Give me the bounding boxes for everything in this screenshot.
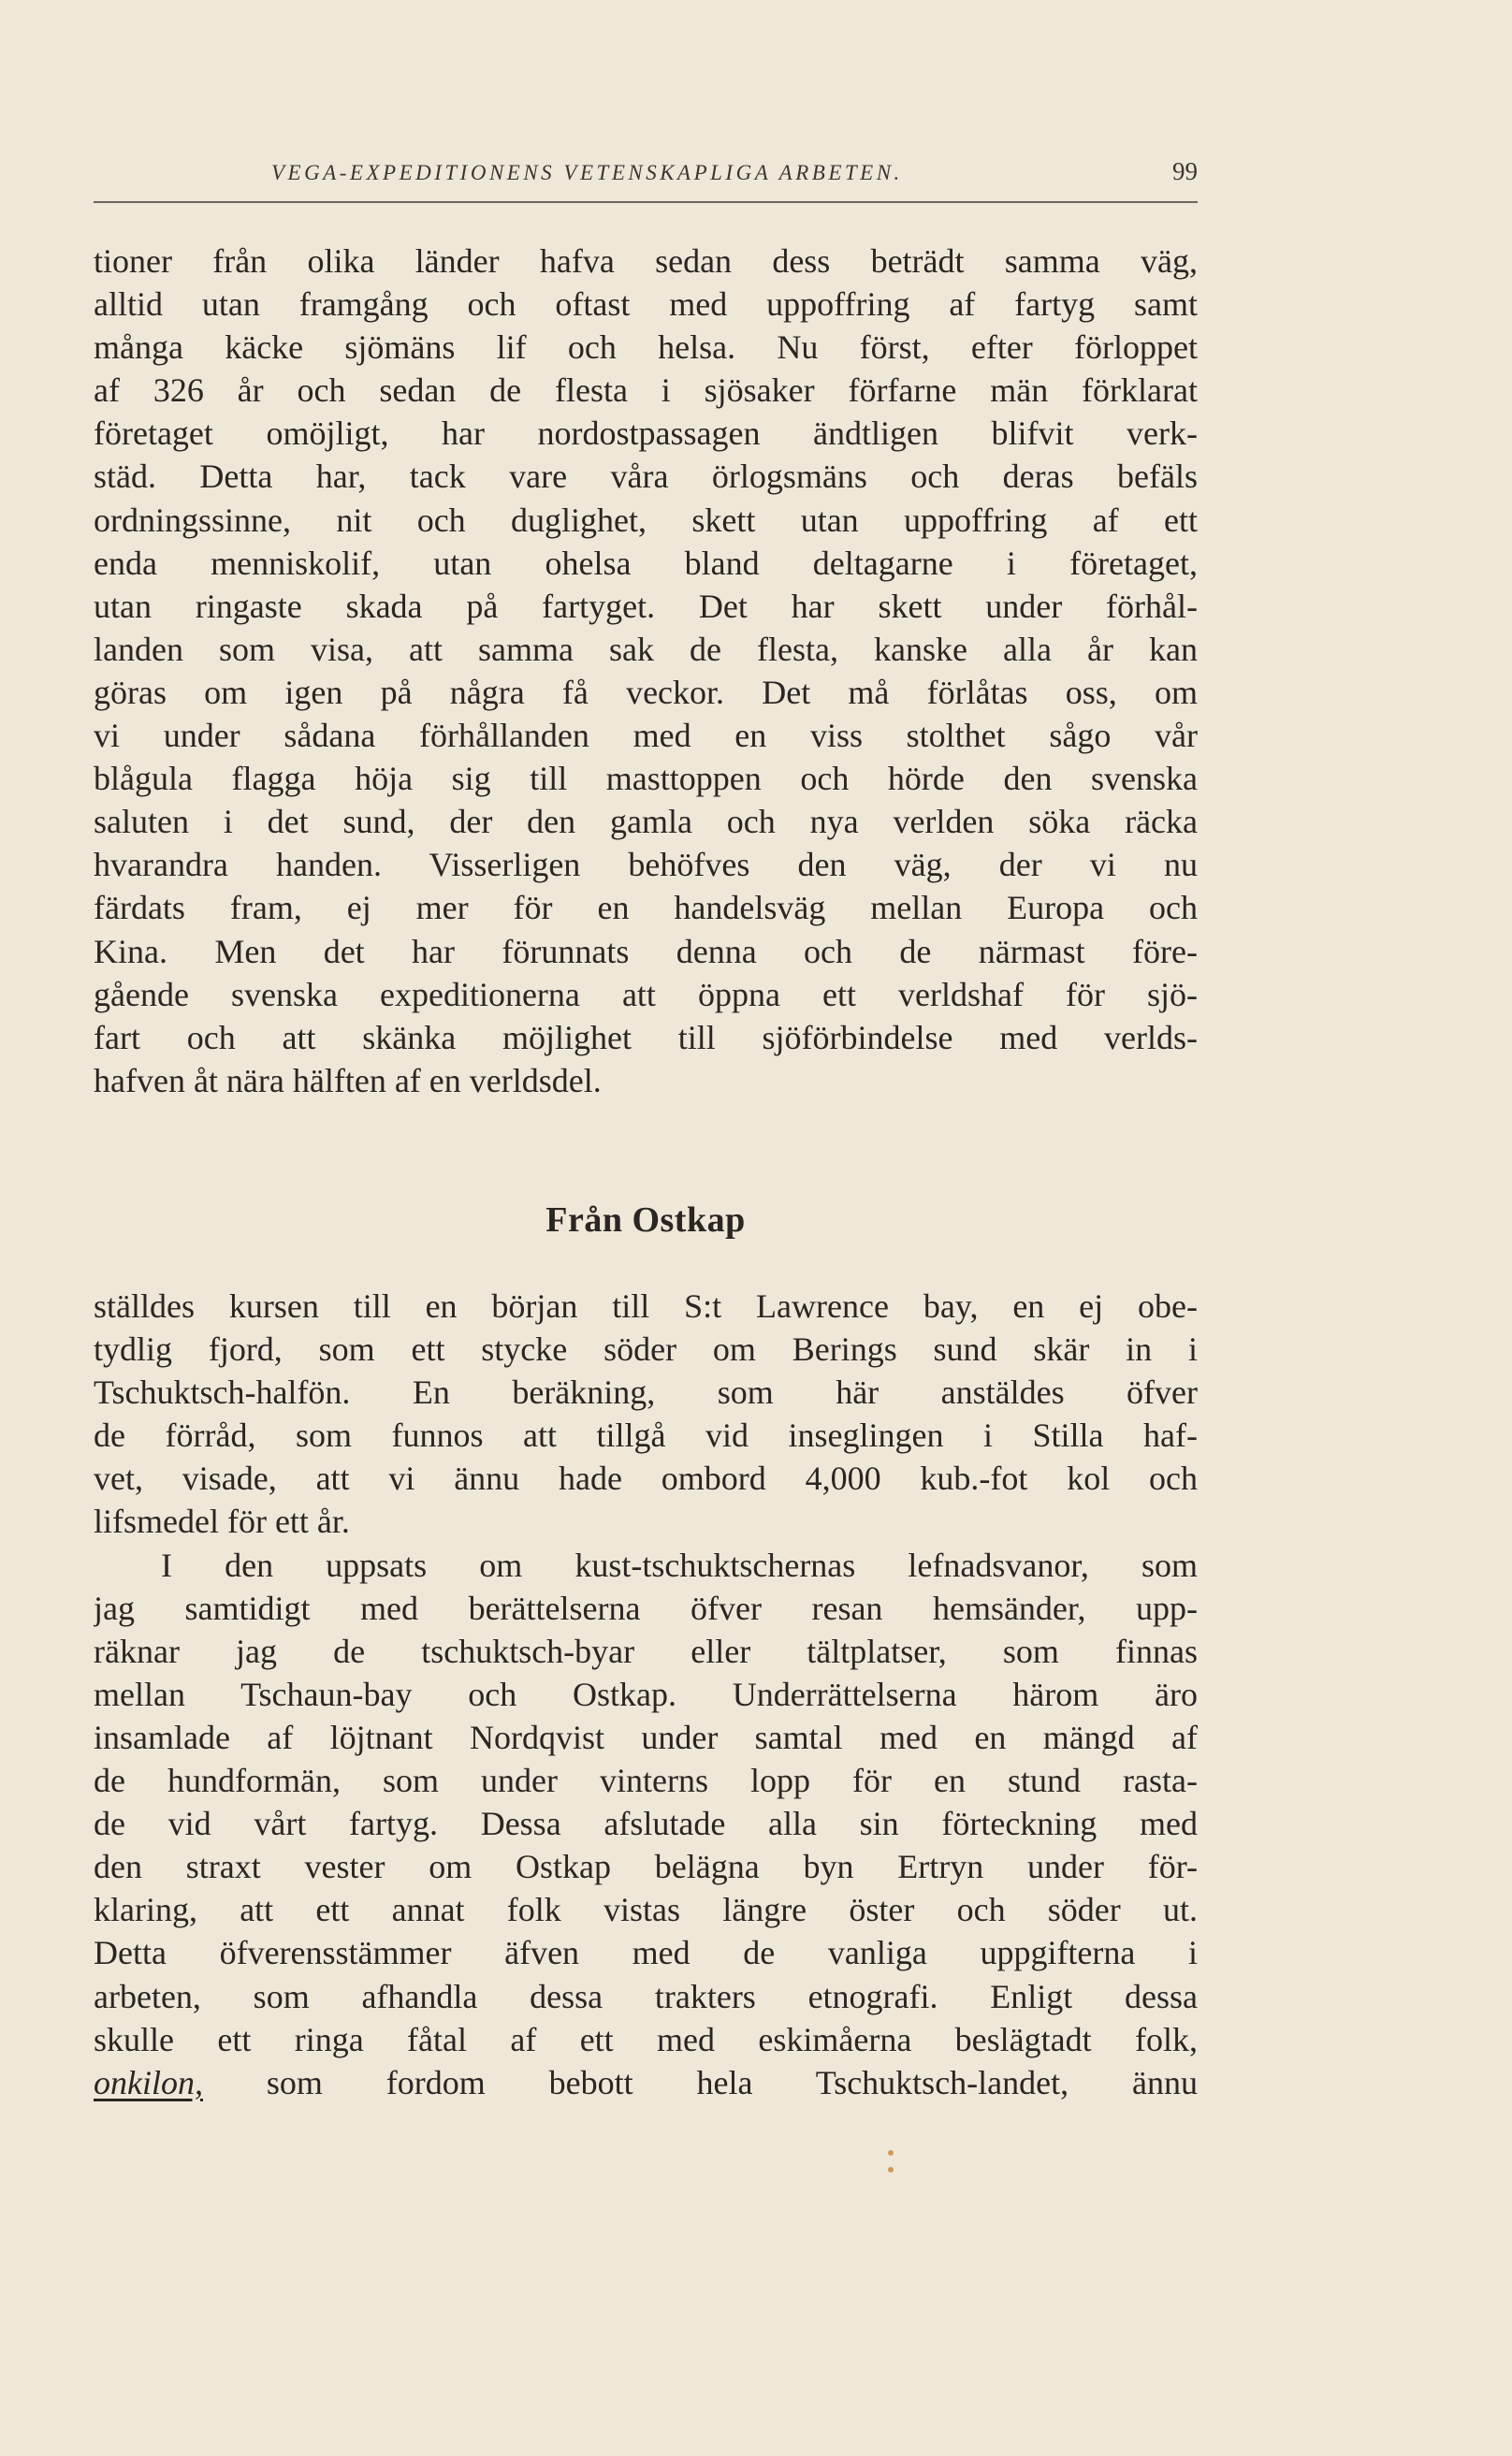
text-line: gående svenska expeditionerna att öppna ett verldshaf för sjö- bbox=[94, 975, 1198, 1013]
text-line: ställdes kursen till en början till S:t Lawrence bay, en ej obe- bbox=[94, 1287, 1198, 1325]
running-title: VEGA-EXPEDITIONENS VETENSKAPLIGA ARBETEN. bbox=[271, 161, 903, 184]
text-line: jag samtidigt med berättelserna öfver resan hemsänder, upp- bbox=[94, 1589, 1198, 1627]
text-line: fart och att skänka möjlighet till sjöförbindelse med verlds- bbox=[94, 1018, 1198, 1056]
text-line: alltid utan framgång och oftast med uppoffring af fartyg samt bbox=[94, 285, 1198, 324]
text-line-rest: som fordom bebott hela Tschuktsch-landet, ännu bbox=[266, 2063, 1198, 2101]
text-line: ordningssinne, nit och duglighet, skett utan uppoffring af ett bbox=[94, 501, 1198, 539]
text-line: de vid vårt fartyg. Dessa afslutade alla sin förteckning med bbox=[94, 1805, 1198, 1843]
text-line: mellan Tschaun-bay och Ostkap. Underrättelserna härom äro bbox=[94, 1675, 1198, 1713]
text-line: utan ringaste skada på fartyget. Det har skett under förhål- bbox=[94, 587, 1198, 625]
text-line: saluten i det sund, der den gamla och nya verlden söka räcka bbox=[94, 803, 1198, 841]
paper-spot bbox=[888, 2167, 894, 2173]
text-line: hafven åt nära hälften af en verldsdel. bbox=[94, 1061, 602, 1099]
text-line: blågula flagga höja sig till masttoppen och hörde den svenska bbox=[94, 760, 1198, 798]
text-line: enda menniskolif, utan ohelsa bland deltagarne i företaget, bbox=[94, 544, 1198, 582]
text-line: göras om igen på några få veckor. Det må förlåtas oss, om bbox=[94, 673, 1198, 711]
text-line: räknar jag de tschuktsch-byar eller tältplatser, som finnas bbox=[94, 1632, 1198, 1670]
page-number: 99 bbox=[1172, 157, 1198, 185]
paragraph-1 bbox=[94, 240, 1198, 1102]
text-line: arbeten, som afhandla dessa trakters etnografi. Enligt dessa bbox=[94, 1977, 1198, 2015]
text-line: af 326 år och sedan de flesta i sjösaker förfarne män förklarat bbox=[94, 371, 1198, 410]
paper-spots bbox=[886, 2148, 895, 2186]
text-line: Kina. Men det har förunnats denna och de närmast före- bbox=[94, 932, 1198, 970]
text-line: företaget omöjligt, har nordostpassagen ändtligen blifvit verk- bbox=[94, 414, 1198, 453]
text-line: Detta öfverensstämmer äfven med de vanliga uppgifterna i bbox=[94, 1934, 1198, 1972]
text-line: tydlig fjord, som ett stycke söder om Berings sund skär in i bbox=[94, 1330, 1198, 1369]
text-line: vet, visade, att vi ännu hade ombord 4,000 kub.-fot kol och bbox=[94, 1460, 1198, 1498]
paragraph-2 bbox=[94, 1285, 1198, 1544]
text-line: tioner från olika länder hafva sedan dess beträdt samma väg, bbox=[94, 242, 1198, 280]
text-line: skulle ett ringa fåtal af ett med eskimåerna beslägtadt folk, bbox=[94, 2020, 1198, 2058]
body-text-lower bbox=[94, 1285, 1198, 2104]
text-line: insamlade af löjtnant Nordqvist under samtal med en mängd af bbox=[94, 1718, 1198, 1756]
text-line: städ. Detta har, tack vare våra örlogsmäns och deras befäls bbox=[94, 458, 1198, 496]
text-line: I den uppsats om kust-tschuktschernas lefnadsvanor, som bbox=[161, 1546, 1198, 1584]
text-line: lifsmedel för ett år. bbox=[94, 1503, 350, 1541]
text-line: de hundformän, som under vinterns lopp för en stund rasta- bbox=[94, 1762, 1198, 1800]
text-line: den straxt vester om Ostkap belägna byn Ertryn under för- bbox=[94, 1848, 1198, 1886]
section-heading: Från Ostkap bbox=[545, 1200, 746, 1240]
text-line: landen som visa, att samma sak de flesta, kanske alla år kan bbox=[94, 630, 1198, 668]
text-line: vi under sådana förhållanden med en viss stolthet sågo vår bbox=[94, 717, 1198, 755]
text-line: många käcke sjömäns lif och helsa. Nu först, efter förloppet bbox=[94, 328, 1198, 367]
text-line: klaring, att ett annat folk vistas längre öster och söder ut. bbox=[94, 1891, 1198, 1929]
paragraph-3 bbox=[94, 1544, 1198, 2104]
paper-spot bbox=[888, 2150, 894, 2156]
text-line: Tschuktsch-halfön. En beräkning, som här anstäldes öfver bbox=[94, 1373, 1198, 1412]
text-line: färdats fram, ej mer för en handelsväg mellan Europa och bbox=[94, 889, 1198, 927]
header-rule bbox=[94, 201, 1198, 203]
running-head bbox=[94, 157, 1198, 198]
italic-term: onkilon, bbox=[94, 2063, 203, 2101]
text-line: de förråd, som funnos att tillgå vid inseglingen i Stilla haf- bbox=[94, 1417, 1198, 1455]
text-line: hvarandra handen. Visserligen behöfves den väg, der vi nu bbox=[94, 846, 1198, 884]
text-line-last bbox=[94, 2061, 1198, 2104]
